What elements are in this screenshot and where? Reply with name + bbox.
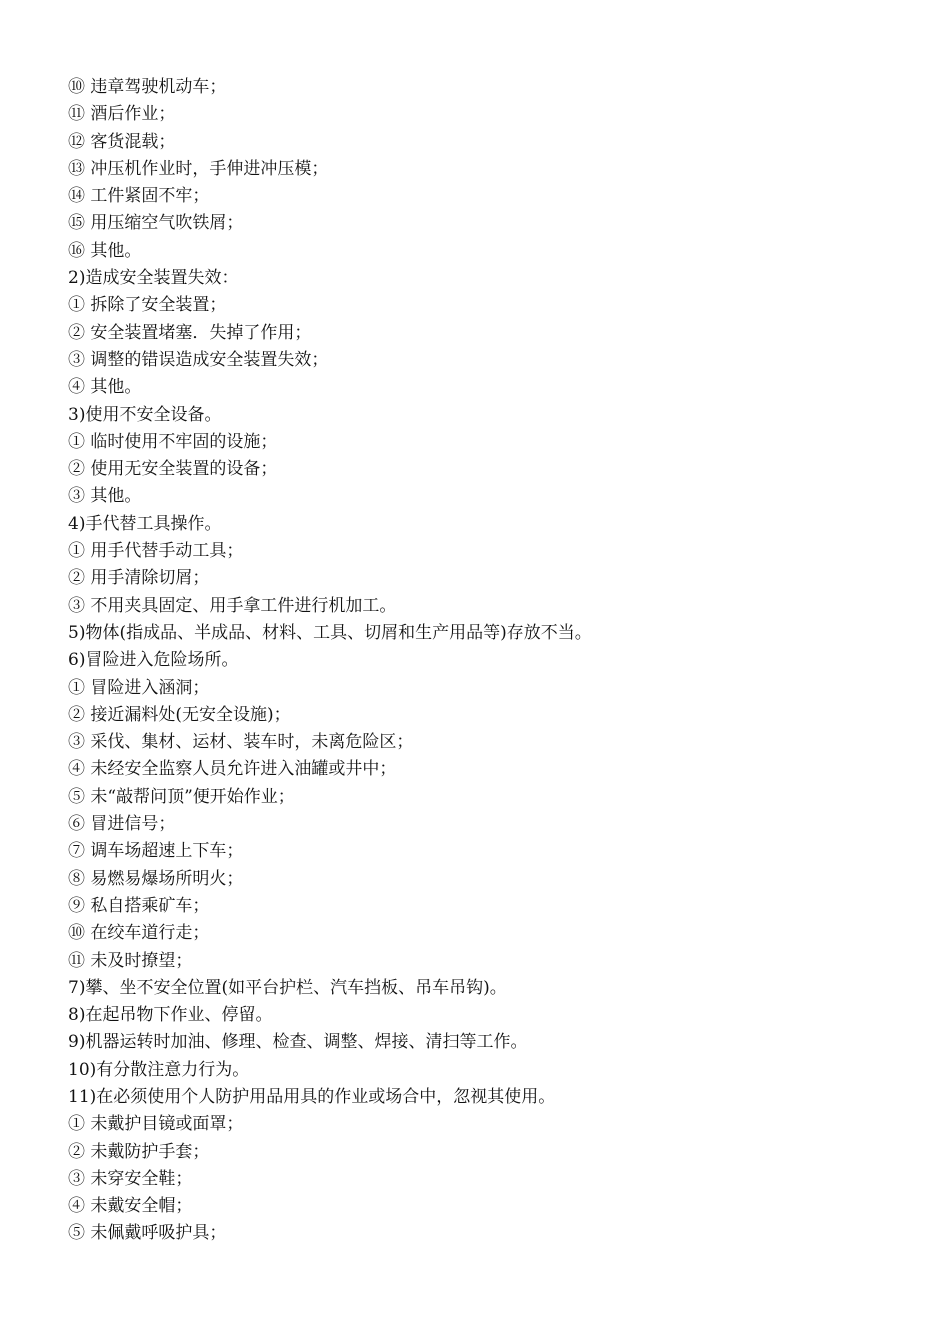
text-line: ⑤ 未佩戴呼吸护具； [68,1223,227,1244]
text-line: ⑩ 违章驾驶机动车； [68,77,227,97]
text-line: ⑭ 工件紧固不牢； [68,186,210,207]
text-line: ⑥ 冒进信号； [68,814,176,835]
text-line: ⑮ 用压缩空气吹铁屑； [68,213,244,234]
text-line: ② 使用无安全装置的设备； [68,459,278,480]
text-line: ⑤ 未“敲帮问顶”便开始作业； [68,786,295,807]
text-line: ① 拆除了安全装置； [68,295,227,316]
text-line: ③ 不用夹具固定、用手拿工件进行机加工。 [68,595,397,616]
text-line: ⑩ 在绞车道行走； [68,923,210,944]
text-line: ① 冒险进入涵洞； [68,677,210,698]
section-heading: 4)手代替工具操作。 [68,513,222,534]
text-line: ③ 其他。 [68,486,142,507]
text-line: ② 未戴防护手套； [68,1141,210,1162]
text-line: ⑦ 调车场超速上下车； [68,841,244,862]
text-line: ② 安全装置堵塞．失掉了作用； [68,322,312,343]
text-line: ① 用手代替手动工具； [68,541,244,562]
text-line: ④ 未戴安全帽； [68,1196,193,1217]
section-heading: 9)机器运转时加油、修理、检查、调整、焊接、清扫等工作。 [68,1032,528,1053]
text-line: ③ 采伐、集材、运材、装车时，未离危险区； [68,732,414,753]
section-heading: 6)冒险进入危险场所。 [68,650,239,671]
text-line: ⑯ 其他。 [68,240,142,261]
text-line: ② 接近漏料处(无安全设施)； [68,704,291,725]
section-heading: 11)在必须使用个人防护用品用具的作业或场合中，忽视其使用。 [68,1086,556,1107]
section-heading: 8)在起吊物下作业、停留。 [68,1005,273,1026]
text-line: ③ 调整的错误造成安全装置失效； [68,349,329,370]
text-line: ① 未戴护目镜或面罩； [68,1114,244,1135]
text-line: ⑨ 私自搭乘矿车； [68,895,210,916]
section-heading: 7)攀、坐不安全位置(如平台护栏、汽车挡板、吊车吊钩)。 [68,977,507,998]
text-line: ⑪ 酒后作业； [68,104,176,125]
text-line: ② 用手清除切屑； [68,568,210,589]
text-line: ④ 其他。 [68,377,142,398]
text-line: ④ 未经安全监察人员允许进入油罐或井中； [68,759,397,780]
section-heading: 2)造成安全装置失效： [68,268,239,289]
text-line: ③ 未穿安全鞋； [68,1168,193,1189]
section-heading: 10)有分散注意力行为。 [68,1059,250,1080]
text-line: ① 临时使用不牢固的设施； [68,431,278,452]
text-line: ⑫ 客货混载； [68,131,176,152]
section-heading: 5)物体(指成品、半成品、材料、工具、切屑和生产用品等)存放不当。 [68,622,592,643]
section-heading: 3)使用不安全设备。 [68,404,222,425]
text-line: ⑧ 易燃易爆场所明火； [68,868,244,889]
text-line: ⑪ 未及时撩望； [68,950,193,971]
text-line: ⑬ 冲压机作业时，手伸进冲压模； [68,158,329,179]
document-text-lines [68,74,928,1248]
